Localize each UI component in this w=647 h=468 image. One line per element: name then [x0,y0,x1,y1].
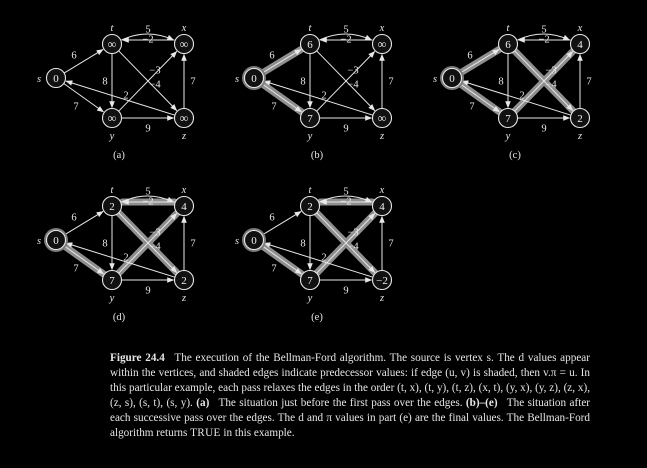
vertex-name-z: z [379,131,385,142]
edge-weight-y-x: −3 [347,65,359,77]
vertex-name-x: x [181,185,187,196]
edge-weight-x-t: −2 [340,34,352,46]
edge-weight-t-z: −4 [347,241,359,253]
vertex-d-z: 2 [181,275,187,287]
edge-weight-t-z: −4 [545,79,557,91]
edge-weight-x-t: −2 [142,196,154,208]
edge-weight-y-z: 9 [343,123,349,135]
edge-weight-t-y: 8 [498,76,504,88]
edge-weight-t-z: −4 [149,241,161,253]
caption-part-a-label: (a) [196,397,210,409]
edge-weight-t-z: −4 [149,79,161,91]
vertex-d-x: ∞ [377,37,387,51]
caption-part-be-text: The situation after each successive pass over the edges. The d and π values in part (e) are the final values. The Bellman-Ford algorithm returns [110,397,591,439]
caption-part-a-text: The situation just before the first pass over the edges. [218,397,463,409]
panel-d [37,185,196,323]
edge-s-y [460,84,500,112]
edge-s-t [460,49,499,73]
vertex-name-z: z [181,293,187,304]
edge-s-y [262,246,302,274]
vertex-name-y: y [307,293,313,304]
vertex-name-y: y [307,131,313,142]
panel-b [235,23,394,161]
edge-weight-y-z: 9 [541,123,547,135]
edge-weight-z-s: 2 [321,252,327,264]
vertex-name-x: x [379,23,385,34]
edge-weight-x-t: −2 [142,34,154,46]
vertex-name-s: s [36,236,42,247]
edge-weight-y-z: 9 [145,285,151,297]
edge-s-t [262,49,301,73]
vertex-name-x: x [181,23,187,34]
vertex-name-s: s [234,236,240,247]
vertex-d-x: 4 [379,201,385,213]
panel-label: (e) [311,312,323,323]
edge-s-y [64,246,104,274]
vertex-d-y: 7 [307,275,313,287]
vertex-d-t: 6 [505,39,511,51]
edge-weight-t-y: 8 [300,76,306,88]
panel-label: (b) [310,150,324,161]
vertex-d-t: 2 [109,201,115,213]
panel-label: (c) [509,150,521,161]
caption-text: The execution of the Bellman-Ford algorithm. The source is vertex s. The d values appear within the vertices, and shaded edges indicate predecessor values: if edge (u, v) is shaded, then v.π = u. In this particular example, each pass relaxes the edges in the order (t, x), (t, y), (t, z), (x, t), (y, x), (y, z), (z, x), (z, s), (s, t), (s, y). [110,352,590,409]
vertex-d-t: 2 [307,201,313,213]
edge-weight-t-x: 5 [541,24,547,36]
edge-weight-t-y: 8 [300,238,306,250]
edge-weight-z-s: 2 [519,90,525,102]
vertex-d-s: 0 [53,235,59,247]
edge-weight-y-z: 9 [343,285,349,297]
edge-weight-s-t: 6 [467,50,473,62]
vertex-d-z: ∞ [179,111,189,125]
edge-weight-x-t: −2 [538,34,550,46]
caption-part-be-label: (b)–(e) [465,397,498,409]
edge-s-t [64,49,103,73]
edge-weight-z-s: 2 [123,90,129,102]
edge-weight-t-x: 5 [343,186,349,198]
caption-end-text: in this example. [223,427,295,439]
edge-weight-t-y: 8 [102,238,108,250]
edge-weight-s-t: 6 [269,212,275,224]
edge-weight-y-x: −3 [149,65,161,77]
panel-label: (a) [113,150,125,161]
caption-true-word: TRUE [190,427,221,439]
panel-a [37,23,196,161]
edge-weight-s-t: 6 [269,50,275,62]
vertex-d-y: 7 [307,113,313,125]
vertex-name-z: z [379,293,385,304]
vertex-name-x: x [577,23,583,34]
vertex-name-y: y [109,293,115,304]
vertex-d-x: 4 [577,39,583,51]
vertex-d-y: ∞ [107,111,117,125]
vertex-name-t: t [506,23,510,34]
edge-weight-z-s: 2 [321,90,327,102]
edge-weight-s-y: 7 [271,263,277,275]
vertex-name-t: t [110,185,114,196]
edge-weight-z-x: 7 [586,76,592,88]
edge-weight-t-y: 8 [102,76,108,88]
vertex-name-z: z [181,131,187,142]
vertex-name-y: y [109,131,115,142]
edge-weight-z-x: 7 [190,76,196,88]
edge-weight-z-x: 7 [388,238,394,250]
vertex-d-s: 0 [251,73,257,85]
panel-label: (d) [112,312,126,323]
panel-e [235,185,394,323]
edge-weight-z-x: 7 [388,76,394,88]
figure-caption [110,351,590,441]
vertex-name-s: s [234,74,240,85]
vertex-d-s: 0 [53,73,59,85]
edge-s-y [64,84,104,112]
edge-weight-z-s: 2 [123,252,129,264]
vertex-name-t: t [110,23,114,34]
edge-s-t [64,211,103,235]
edge-weight-s-y: 7 [469,101,475,113]
edge-weight-t-x: 5 [343,24,349,36]
vertex-name-y: y [505,131,511,142]
caption-label: Figure 24.4 [110,352,165,364]
panel-c [433,23,592,161]
vertex-d-z: ∞ [377,111,387,125]
edge-weight-s-y: 7 [271,101,277,113]
vertex-d-y: 7 [505,113,511,125]
vertex-name-z: z [577,131,583,142]
vertex-name-s: s [36,74,42,85]
vertex-d-z: −2 [376,275,388,287]
vertex-name-x: x [379,185,385,196]
edge-weight-y-x: −3 [545,65,557,77]
vertex-d-s: 0 [449,73,455,85]
edge-weight-y-x: −3 [149,227,161,239]
edge-weight-t-x: 5 [145,24,151,36]
vertex-d-z: 2 [577,113,583,125]
vertex-d-s: 0 [251,235,257,247]
edge-weight-x-t: −2 [340,196,352,208]
vertex-name-t: t [308,185,312,196]
edge-weight-s-y: 7 [73,101,79,113]
edge-weight-z-x: 7 [190,238,196,250]
edge-s-t [262,211,301,235]
edge-weight-t-z: −4 [347,79,359,91]
edge-weight-t-x: 5 [145,186,151,198]
vertex-name-s: s [432,74,438,85]
edge-s-y [262,84,302,112]
vertex-d-t: ∞ [107,37,117,51]
vertex-d-x: 4 [181,201,187,213]
edge-weight-s-t: 6 [71,50,77,62]
vertex-name-t: t [308,23,312,34]
vertex-d-x: ∞ [179,37,189,51]
edge-weight-s-t: 6 [71,212,77,224]
vertex-d-y: 7 [109,275,115,287]
edge-weight-y-x: −3 [347,227,359,239]
vertex-d-t: 6 [307,39,313,51]
edge-weight-y-z: 9 [145,123,151,135]
edge-weight-s-y: 7 [73,263,79,275]
